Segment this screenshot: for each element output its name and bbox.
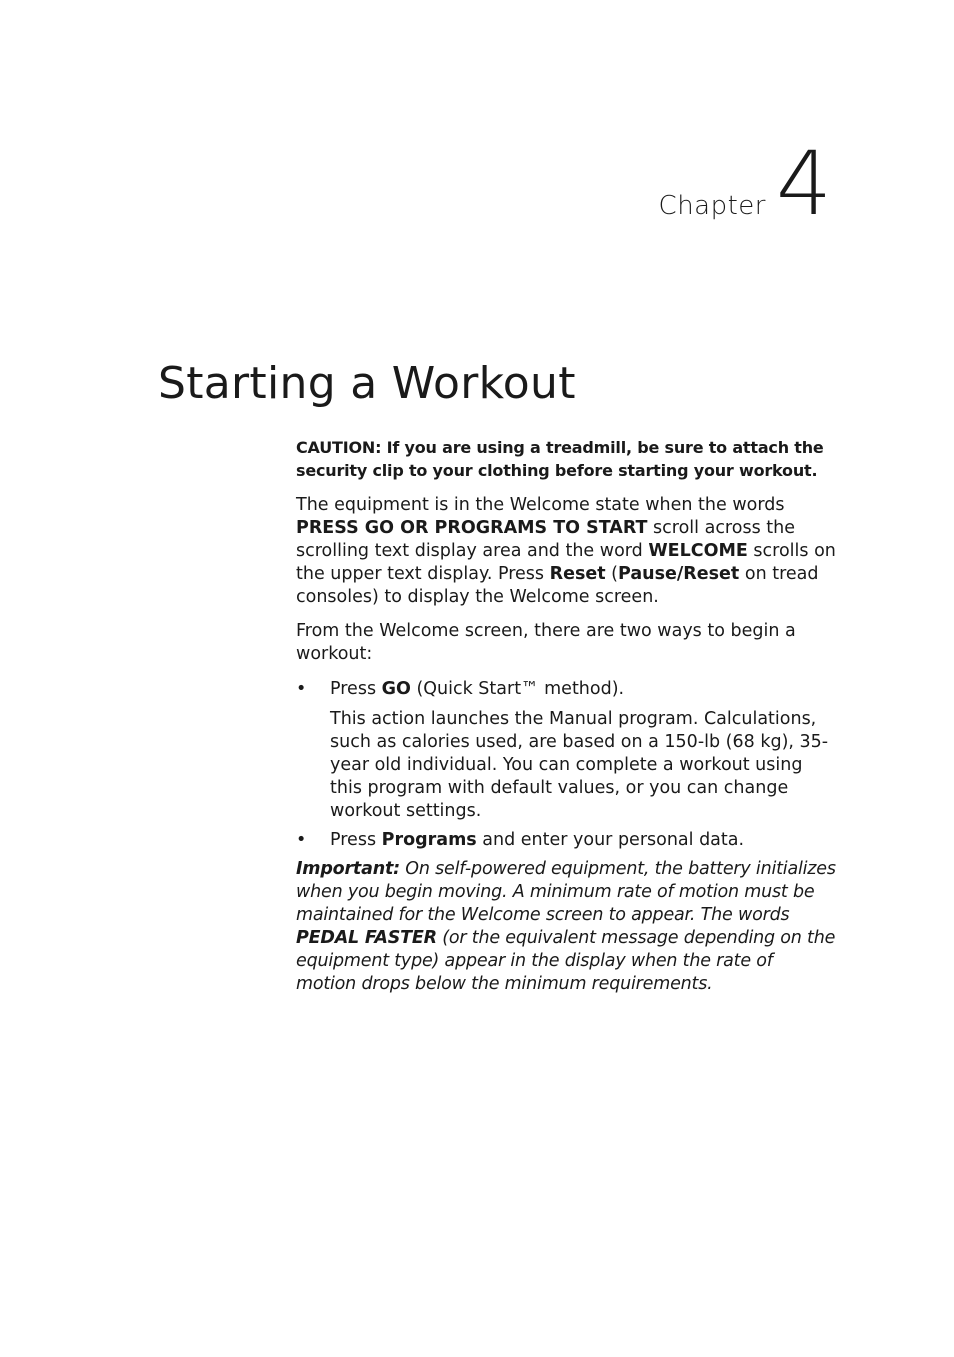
text-run: ( [605,564,618,584]
list-item [296,829,836,852]
text-run: (Quick Start™ method). [410,679,625,699]
chapter-label: Chapter [658,191,766,221]
manual-program-description: This action launches the Manual program. Calculations, such as calories used, are based on a 150-lb (68 kg), 35-year old individual. You can complete a workout using this program with default values, or you can change workout settings. [330,709,829,821]
bullet-mark: • [296,830,307,850]
text-run: The equipment is in the Welcome state when the words [296,495,785,515]
reset-key: Reset [549,564,606,584]
text-run: (or the equivalent message depending on the equipment type) appear in the display when the rate of motion drops below the minimum requirements. [296,928,836,994]
two-ways-paragraph: From the Welcome screen, there are two ways to begin a workout: [296,621,796,664]
text-run: on tread consoles) to display the Welcome screen. [296,564,819,607]
pedal-faster-message: PEDAL FASTER [296,928,437,948]
important-note [296,858,836,996]
bullet-mark: • [296,679,307,699]
press-go-message: PRESS GO OR PROGRAMS TO START [296,518,648,538]
text-run: scrolls on the upper text display. Press [296,541,836,584]
chapter-title: Starting a Workout [158,358,576,409]
chapter-number: 4 [776,132,832,235]
chapter-heading [658,132,832,235]
text-run: Press [330,679,382,699]
text-run: Press [330,830,382,850]
pause-reset-key: Pause/Reset [618,564,740,584]
welcome-word: WELCOME [648,541,748,561]
programs-key: Programs [381,830,477,850]
text-run: scroll across the scrolling text display area and the word [296,518,795,561]
go-key: GO [381,679,411,699]
welcome-state-paragraph [296,494,836,609]
bullet-list [296,678,836,852]
text-run: and enter your personal data. [476,830,745,850]
caution-note: CAUTION: If you are using a treadmill, be sure to attach the security clip to your clothing before starting your workout. [296,438,824,480]
content-body [296,436,836,1007]
important-label: Important: [296,859,400,879]
list-item [296,678,836,823]
text-run: On self-powered equipment, the battery initializes when you begin moving. A minimum rate of motion must be maintained for the Welcome screen to appear. The words [296,859,836,925]
